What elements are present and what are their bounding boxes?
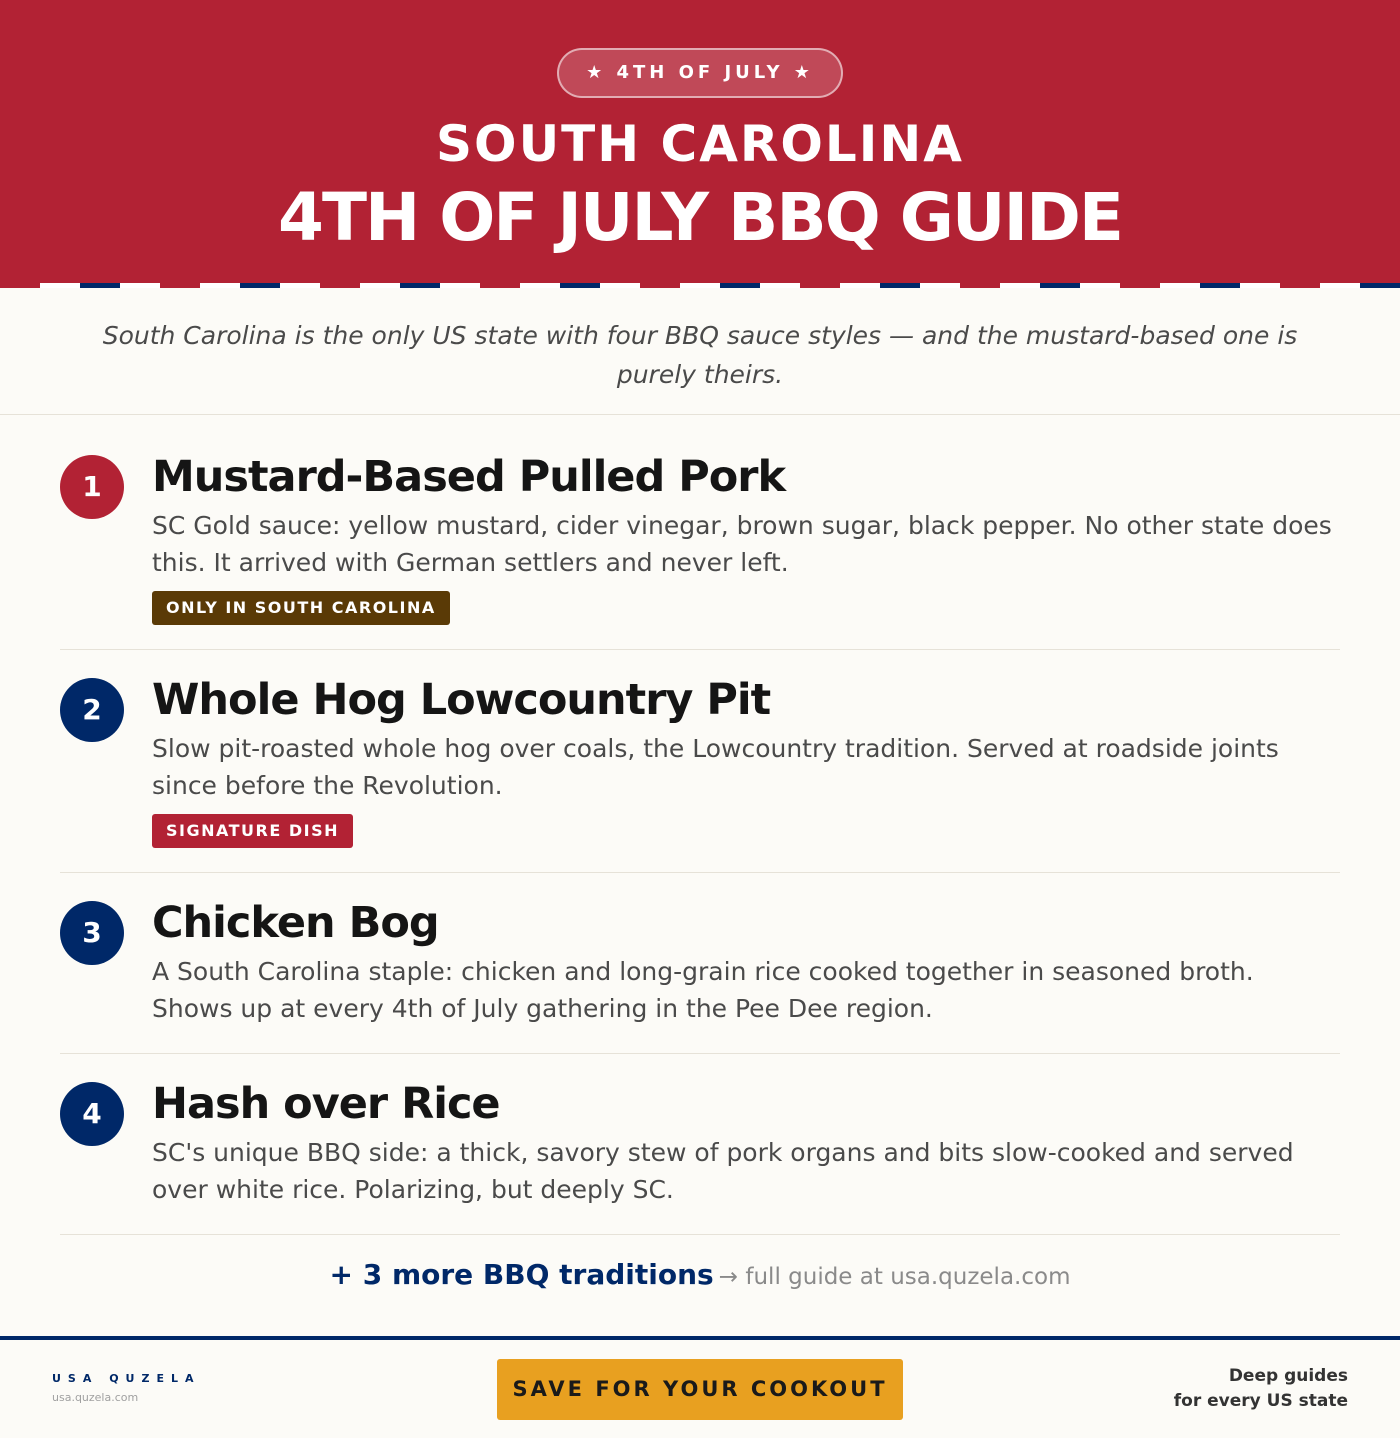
item-number-badge: 1 bbox=[60, 455, 124, 519]
footer-tagline bbox=[1174, 1364, 1348, 1414]
more-traditions bbox=[0, 1258, 1400, 1291]
item-title: Chicken Bog bbox=[152, 898, 439, 948]
divider bbox=[0, 414, 1400, 415]
holiday-badge: ★ 4TH OF JULY ★ bbox=[557, 48, 843, 98]
item-description: Slow pit-roasted whole hog over coals, the Lowcountry tradition. Served at roadside joints since before the Revolution. bbox=[152, 734, 1279, 800]
item-title: Hash over Rice bbox=[152, 1079, 500, 1129]
divider bbox=[60, 1053, 1340, 1054]
divider bbox=[60, 649, 1340, 650]
brand-logo: USA QUZELA bbox=[52, 1372, 201, 1385]
item-description: SC Gold sauce: yellow mustard, cider vinegar, brown sugar, black pepper. No other state does this. It arrived with German settlers and never left. bbox=[152, 511, 1332, 577]
item-tag: ONLY IN SOUTH CAROLINA bbox=[152, 591, 450, 625]
divider bbox=[60, 872, 1340, 873]
brand-url: usa.quzela.com bbox=[52, 1391, 139, 1404]
intro-text: South Carolina is the only US state with four BBQ sauce styles — and the mustard-based one is purely theirs. bbox=[102, 321, 1298, 389]
full-guide-link[interactable]: → full guide at usa.quzela.com bbox=[718, 1264, 1071, 1290]
footer-divider bbox=[0, 1336, 1400, 1340]
divider bbox=[60, 1234, 1340, 1235]
page-title: 4TH OF JULY BBQ GUIDE bbox=[278, 179, 1122, 256]
item-title: Mustard-Based Pulled Pork bbox=[152, 452, 786, 502]
item-number-badge: 4 bbox=[60, 1082, 124, 1146]
tagline-line: Deep guides bbox=[1228, 1366, 1348, 1386]
tagline-line: for every US state bbox=[1173, 1391, 1348, 1411]
header-banner bbox=[0, 0, 1400, 283]
save-button[interactable]: SAVE FOR YOUR COOKOUT bbox=[497, 1359, 903, 1420]
item-description: A South Carolina staple: chicken and long-grain rice cooked together in seasoned broth. Shows up at every 4th of July gathering in the Pee Dee region. bbox=[152, 957, 1254, 1023]
item-number-badge: 2 bbox=[60, 678, 124, 742]
item-title: Whole Hog Lowcountry Pit bbox=[152, 675, 771, 725]
item-number-badge: 3 bbox=[60, 901, 124, 965]
flag-stripe-divider bbox=[0, 283, 1400, 288]
item-description: SC's unique BBQ side: a thick, savory stew of pork organs and bits slow-cooked and served over white rice. Polarizing, but deeply SC. bbox=[152, 1138, 1294, 1204]
more-traditions-label: + 3 more BBQ traditions bbox=[329, 1258, 714, 1291]
item-tag: SIGNATURE DISH bbox=[152, 814, 353, 848]
state-subtitle: SOUTH CAROLINA bbox=[436, 115, 964, 173]
